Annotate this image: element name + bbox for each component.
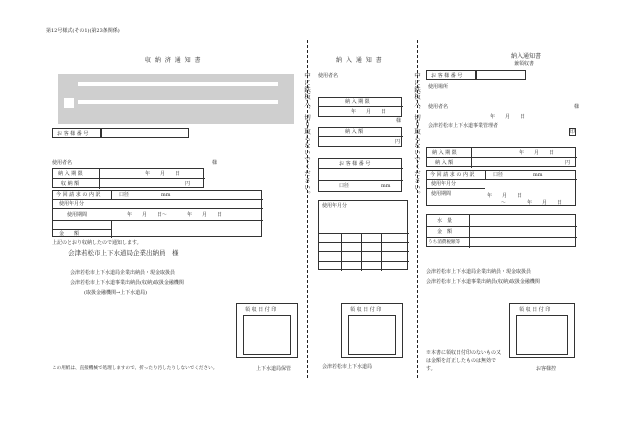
rc-tilde: 〜 bbox=[501, 200, 507, 206]
addressee: 会津若松市上下水道局企業出納員 様 bbox=[68, 249, 179, 257]
pn-footer-org: 会津若松市上下水道局 bbox=[322, 364, 373, 370]
rc-amount-label: 納 入 額 bbox=[435, 160, 454, 166]
rc-manager: 会津若松市上下水道事業管理者 bbox=[428, 123, 499, 129]
seal-mark: 印 bbox=[570, 129, 576, 135]
rc-note-1: ※本書に領収日付印のないもの又 bbox=[426, 350, 502, 356]
rc-issuer-2: 会津若松市上下水道事業出納員(収納)取扱金融機関 bbox=[426, 279, 540, 285]
rc-due-date-value: 年 月 日 bbox=[519, 150, 555, 156]
issuer-1: 会津若松市上下水道局企業出納員・現金取扱員 bbox=[70, 270, 176, 276]
rc-breakdown-table bbox=[426, 170, 576, 206]
form-code: 第12号様式(その1)(第23条関係) bbox=[46, 28, 120, 34]
rc-note-3: す。 bbox=[426, 366, 436, 372]
address-line bbox=[64, 98, 74, 108]
rc-customer-no-field bbox=[476, 70, 526, 80]
rc-footer-org: お客様控 bbox=[536, 366, 557, 372]
rc-usage-place-label: 使用場所 bbox=[428, 84, 449, 90]
pn-usage-table bbox=[318, 200, 408, 270]
customer-no-field bbox=[101, 128, 189, 138]
usage-period-label: 使用期間 bbox=[67, 212, 88, 218]
pn-stamp-label: 領 収 日 付 印 bbox=[350, 307, 382, 313]
rc-due-date-label: 納 入 期 限 bbox=[432, 150, 457, 156]
usage-period-value: 年 月 日〜 年 月 日 bbox=[127, 212, 223, 218]
honorific: 様 bbox=[212, 160, 218, 166]
notice-text: 上記のとおり収納したので通知します。 bbox=[52, 240, 142, 246]
pn-amount-label: 納 入 額 bbox=[345, 129, 364, 135]
customer-no-label: お 客 様 番 号 bbox=[57, 131, 89, 137]
rc-period-start: 年 月 日 bbox=[487, 193, 523, 199]
usage-month-label: 使用年月分 bbox=[59, 201, 85, 207]
rc-yen: 円 bbox=[565, 160, 571, 166]
rc-date: 年 月 日 bbox=[490, 114, 526, 120]
vertical-note: 中に鉄板入、切り取らないでください。 bbox=[303, 72, 311, 198]
payment-notice-title: 納 入 通 知 書 bbox=[336, 57, 383, 64]
rc-stamp-label: 領 収 日 付 印 bbox=[519, 307, 551, 313]
due-date-table bbox=[52, 168, 204, 188]
pn-user-name-label: 使用者名 bbox=[318, 73, 339, 79]
rc-money-label: 金 額 bbox=[437, 229, 453, 235]
pn-stamp-box bbox=[341, 303, 403, 358]
receipt-subtitle: 兼領収書 bbox=[514, 61, 535, 67]
rc-customer-label-box bbox=[426, 70, 476, 80]
rc-tax-label: うち消費税額等 bbox=[428, 240, 461, 245]
footer-org: 上下水道局保管 bbox=[256, 366, 292, 372]
caliber-label: 口径 bbox=[119, 192, 130, 198]
stamp-area bbox=[243, 315, 291, 355]
pn-honorific: 様 bbox=[396, 118, 402, 124]
vertical-note: 中に鉄板入、切り取らないでください。 bbox=[413, 72, 421, 198]
footer-note: この用紙は、直接機械で処理しますので、折ったり汚したりしないでください。 bbox=[52, 366, 218, 371]
pn-customer-box bbox=[318, 158, 402, 192]
issuer-2: 会津若松市上下水道事業出納員(収納)取扱金融機関 bbox=[70, 280, 184, 286]
address-line bbox=[78, 82, 278, 86]
pn-stamp-area bbox=[348, 315, 396, 355]
rc-due-date-table bbox=[426, 147, 576, 167]
rc-stamp-box bbox=[509, 303, 575, 358]
amount-label: 金 額 bbox=[59, 231, 80, 237]
rc-usage-month-label: 使用年月分 bbox=[431, 181, 457, 187]
rc-period-end: 年 月 日 bbox=[527, 200, 563, 206]
receipt-title: 納入通知書 bbox=[511, 53, 542, 60]
breakdown-label: 今 回 請 求 の 内 訳 bbox=[56, 192, 101, 198]
pn-due-date-box bbox=[318, 97, 402, 117]
address-line bbox=[78, 100, 278, 104]
pn-usage-month-label: 使用年月分 bbox=[322, 203, 348, 209]
stamp-label: 領 収 日 付 印 bbox=[245, 307, 277, 313]
customer-no-label-box bbox=[52, 128, 101, 138]
user-name-label: 使用者名 bbox=[52, 160, 73, 166]
pn-due-date-label: 納 入 期 限 bbox=[345, 99, 370, 105]
pn-due-date-value: 年 月 日 bbox=[351, 109, 387, 115]
breakdown-table bbox=[52, 190, 262, 237]
mm: mm bbox=[161, 192, 171, 198]
received-amount-label: 収 納 額 bbox=[61, 181, 80, 187]
due-date-value: 年 月 日 bbox=[145, 171, 181, 177]
pn-caliber-label: 口径 bbox=[339, 183, 350, 189]
rc-usage-period-label: 使用期間 bbox=[431, 191, 452, 197]
due-date-label: 納 入 期 限 bbox=[58, 171, 83, 177]
yen: 円 bbox=[185, 181, 191, 187]
address-window bbox=[58, 74, 294, 124]
rc-customer-no-label: お 客 様 番 号 bbox=[431, 73, 463, 79]
rc-note-2: は金額を訂正したものは無効で bbox=[426, 358, 497, 364]
rc-honorific: 様 bbox=[574, 104, 580, 110]
rc-breakdown-label: 今 回 請 求 の 内 訳 bbox=[430, 172, 475, 178]
rc-mm: mm bbox=[533, 172, 543, 178]
rc-caliber-label: 口径 bbox=[493, 172, 504, 178]
receipt-notice-title: 収 納 済 通 知 書 bbox=[145, 57, 202, 64]
rc-water-label: 水 量 bbox=[437, 218, 453, 224]
issuer-3: (取扱金融機関→上下水道局) bbox=[84, 290, 148, 296]
rc-charges-table bbox=[426, 214, 576, 247]
rc-user-name-label: 使用者名 bbox=[428, 104, 449, 110]
pn-yen: 円 bbox=[395, 139, 401, 145]
rc-stamp-area bbox=[516, 315, 568, 355]
pn-customer-no-label: お 客 様 番 号 bbox=[339, 161, 371, 167]
stamp-box bbox=[236, 303, 298, 358]
pn-mm: mm bbox=[381, 183, 391, 189]
rc-issuer-1: 会津若松市上下水道局企業出納員・現金取扱員 bbox=[426, 269, 532, 275]
pn-amount-box bbox=[318, 127, 402, 147]
